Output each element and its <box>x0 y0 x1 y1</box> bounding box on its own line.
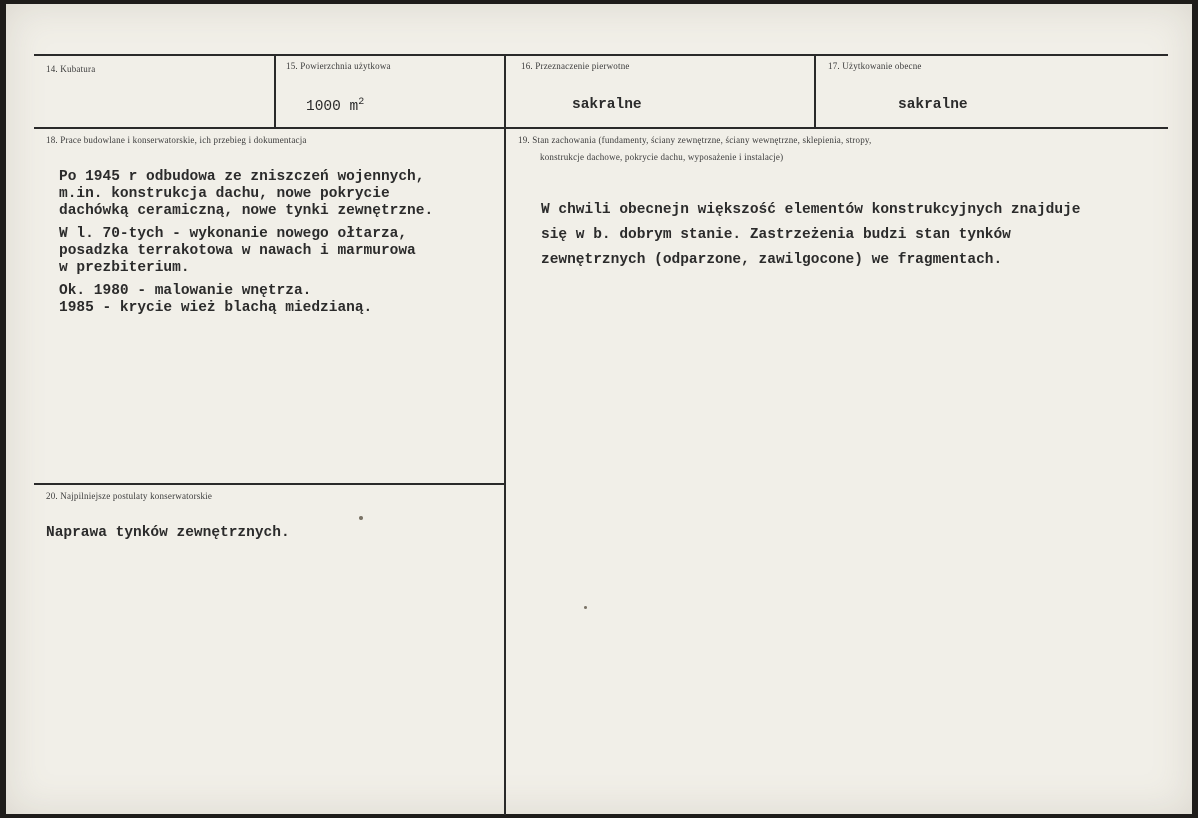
stan-text <box>541 198 1081 273</box>
stan-line: W chwili obecnejn większość elementów konstrukcyjnych znajduje <box>541 202 1081 218</box>
postulaty-label: 20. Najpilniejsze postulaty konserwatorskie <box>46 491 213 501</box>
prace-line: Po 1945 r odbudowa ze zniszczeń wojennych, <box>59 169 425 185</box>
prace-line: posadzka terrakotowa w nawach i marmurowa <box>59 243 416 259</box>
stan-label-line-2: konstrukcje dachowe, pokrycie dachu, wyposażenie i instalacje) <box>540 152 784 162</box>
prace-line: dachówką ceramiczną, nowe tynki zewnętrzne. <box>59 203 434 219</box>
stan-label-line-1: 19. Stan zachowania (fundamenty, ściany zewnętrzne, ściany wewnętrzne, sklepienia, stropy, <box>518 135 872 145</box>
column-divider-1 <box>274 55 276 127</box>
powierzchnia-value: 1000 $m^2$ <box>306 97 365 115</box>
paper-speck <box>584 606 587 609</box>
prace-line: Ok. 1980 - malowanie wnętrza. <box>59 283 312 299</box>
przeznaczenie-value: sakralne <box>572 97 642 113</box>
prace-line: w prezbiterium. <box>59 260 190 276</box>
column-divider-3 <box>814 55 816 127</box>
left-column-divider-rule <box>34 483 506 485</box>
powierzchnia-label: 15. Powierzchnia użytkowa <box>286 61 391 71</box>
header-row-rule <box>34 127 1168 129</box>
prace-label: 18. Prace budowlane i konserwatorskie, ich przebieg i dokumentacja <box>46 135 307 145</box>
unit-superscript: 2 <box>358 97 365 108</box>
top-rule <box>34 54 1168 56</box>
prace-text <box>59 169 433 317</box>
record-card <box>6 4 1192 814</box>
stan-line: się w b. dobrym stanie. Zastrzeżenia budzi stan tynków <box>541 227 1011 243</box>
paper-speck <box>359 516 363 520</box>
prace-line: m.in. konstrukcja dachu, nowe pokrycie <box>59 186 390 202</box>
postulaty-value: Naprawa tynków zewnętrznych. <box>46 525 290 541</box>
stan-line: zewnętrznych (odparzone, zawilgocone) we fragmentach. <box>541 252 1003 268</box>
uzytkowanie-value: sakralne <box>898 97 968 113</box>
kubatura-label: 14. Kubatura <box>46 64 96 74</box>
prace-line: 1985 - krycie wież blachą miedzianą. <box>59 300 373 316</box>
prace-line: W l. 70-tych - wykonanie nowego ołtarza, <box>59 226 408 242</box>
uzytkowanie-label: 17. Użytkowanie obecne <box>828 61 922 71</box>
przeznaczenie-label: 16. Przeznaczenie pierwotne <box>521 61 630 71</box>
column-divider-2 <box>504 55 506 815</box>
